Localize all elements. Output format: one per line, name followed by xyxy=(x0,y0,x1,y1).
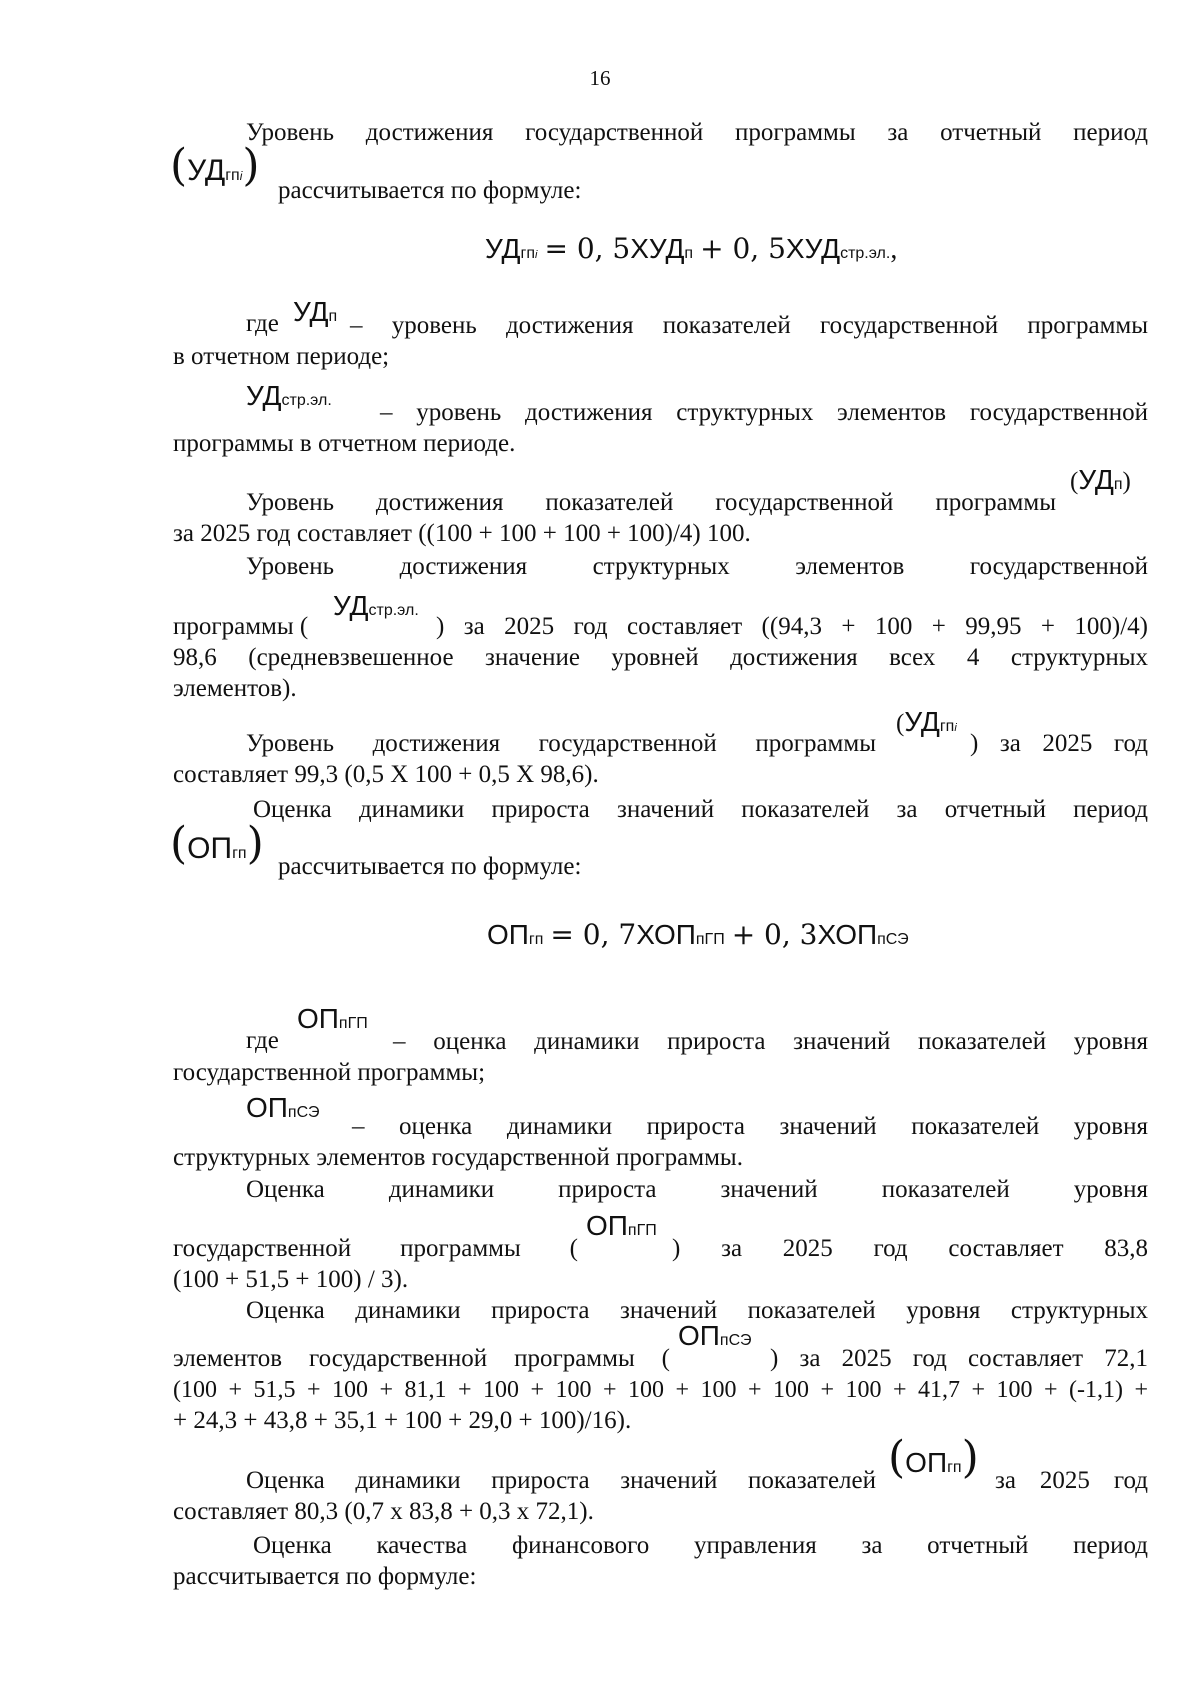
paragraph-line: ) за 2025 год составляет 72,1 xyxy=(770,1345,1148,1372)
paragraph-line: + 24,3 + 43,8 + 35,1 + 100 + 29,0 + 100)/16). xyxy=(173,1407,632,1434)
paragraph-line: Уровень достижения государственной программы xyxy=(246,730,876,757)
symbol-op-pgp: ОПпГП xyxy=(297,1003,368,1034)
paragraph-line: элементов). xyxy=(173,675,297,702)
symbol-op-pgp-paren: ОПпГП xyxy=(586,1210,657,1241)
symbol-ud-strel-paren: УДстр.эл. xyxy=(333,590,419,621)
paragraph-line: ) за 2025 год составляет ((94,3 + 100 + 99,95 + 100)/4) xyxy=(436,613,1148,640)
paragraph-line: элементов государственной программы ( xyxy=(173,1345,670,1372)
paragraph-line: – оценка динамики прироста значений показателей уровня xyxy=(352,1113,1148,1140)
paragraph-line: Уровень достижения структурных элементов государственной xyxy=(246,553,1148,580)
paragraph-line: составляет 80,3 (0,7 х 83,8 + 0,3 х 72,1). xyxy=(173,1498,594,1525)
paragraph-line: Уровень достижения государственной программы за отчетный период xyxy=(246,119,1148,146)
paragraph-line: программы ( xyxy=(173,613,309,640)
paragraph-line: – уровень достижения структурных элементов государственной xyxy=(380,399,1148,426)
paragraph-line: Оценка качества финансового управления за отчетный период xyxy=(253,1532,1148,1559)
paragraph-line: государственной программы; xyxy=(173,1059,486,1086)
paragraph-line: 98,6 (средневзвешенное значение уровней достижения всех 4 структурных xyxy=(173,644,1148,671)
paragraph-line: рассчитывается по формуле: xyxy=(278,177,582,204)
paragraph-line: ) за 2025 год xyxy=(970,730,1148,757)
symbol-ud-gpi: (УДгпi) xyxy=(170,140,260,191)
paragraph-line: рассчитывается по формуле: xyxy=(278,853,582,880)
paragraph-line: структурных элементов государственной программы. xyxy=(173,1144,743,1171)
paragraph-line: программы в отчетном периоде. xyxy=(173,430,516,457)
paragraph-line: Уровень достижения показателей государственной программы xyxy=(246,489,1056,516)
symbol-op-pse: ОПпСЭ xyxy=(246,1092,320,1123)
formula-op-gp: ОПгп = 0, 7ХОПпГП + 0, 3ХОПпСЭ xyxy=(487,918,909,951)
paragraph-line: Оценка динамики прироста значений показателей уровня xyxy=(246,1176,1148,1203)
symbol-ud-gpi-paren: (УДгпi xyxy=(896,706,957,737)
paragraph-line: за 2025 год xyxy=(995,1467,1148,1494)
formula-ud-gp: УДгпi = 0, 5ХУДп + 0, 5ХУДстр.эл., xyxy=(485,232,898,265)
paragraph-line: – уровень достижения показателей государственной программы xyxy=(350,312,1148,339)
paragraph-line: – оценка динамики прироста значений показателей уровня xyxy=(393,1028,1148,1055)
paragraph-line: Оценка динамики прироста значений показателей xyxy=(246,1467,876,1494)
symbol-ud-p-paren: (УДп) xyxy=(1070,464,1131,495)
page-number: 16 xyxy=(589,66,611,90)
symbol-op-gp-paren: (ОПгп) xyxy=(888,1432,979,1483)
symbol-op-pse-paren: ОПпСЭ xyxy=(678,1320,752,1351)
symbol-op-gp: (ОПгп) xyxy=(170,818,264,869)
paragraph-line: государственной программы ( xyxy=(173,1235,578,1262)
paragraph-line: рассчитывается по формуле: xyxy=(173,1563,477,1590)
paragraph-line: (100 + 51,5 + 100 + 81,1 + 100 + 100 + 100 + 100 + 100 + 100 + 41,7 + 100 + (-1,1) + xyxy=(173,1377,1148,1403)
paragraph-line: в отчетном периоде; xyxy=(173,343,390,370)
symbol-ud-p: УДп xyxy=(293,296,338,327)
label-gde: где xyxy=(246,310,279,337)
paragraph-line: составляет 99,3 (0,5 Х 100 + 0,5 Х 98,6). xyxy=(173,761,599,788)
paragraph-line: Оценка динамики прироста значений показателей уровня структурных xyxy=(246,1297,1148,1324)
label-gde: где xyxy=(246,1027,279,1054)
paragraph-line: ) за 2025 год составляет 83,8 xyxy=(672,1235,1148,1262)
symbol-ud-strel: УДстр.эл. xyxy=(246,380,332,411)
paragraph-line: (100 + 51,5 + 100) / 3). xyxy=(173,1266,409,1293)
paragraph-line: за 2025 год составляет ((100 + 100 + 100 + 100)/4) 100. xyxy=(173,520,751,547)
paragraph-line: Оценка динамики прироста значений показателей за отчетный период xyxy=(253,796,1148,823)
